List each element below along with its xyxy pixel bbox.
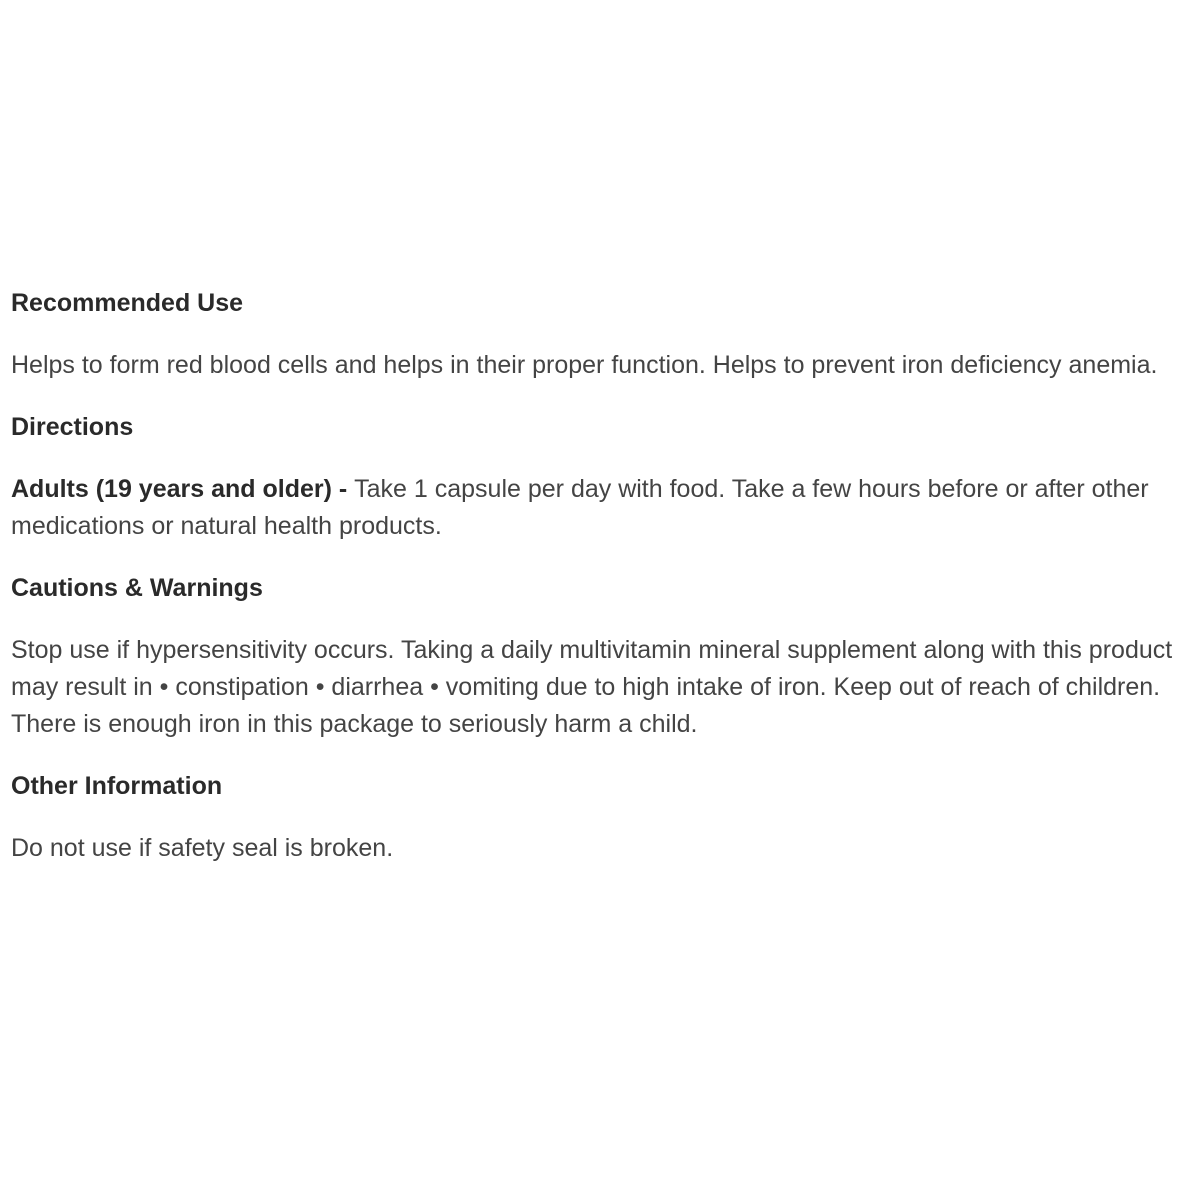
other-information-heading: Other Information — [11, 772, 223, 800]
recommended-use-text: Helps to form red blood cells and helps in their proper function. Helps to prevent iron deficiency anemia. — [11, 351, 1158, 379]
directions-heading: Directions — [11, 413, 134, 441]
other-information-text: Do not use if safety seal is broken. — [11, 834, 394, 862]
cautions-warnings-text: Stop use if hypersensitivity occurs. Taking a daily multivitamin mineral supplement along with this product may result in • constipation • diarrhea • vomiting due to high intake of iron. Keep out of reach of children. There is enough iron in this package to seriously harm a child. — [11, 636, 1173, 738]
directions-text — [11, 471, 1191, 545]
cautions-warnings-heading: Cautions & Warnings — [11, 574, 263, 602]
product-info-content — [11, 285, 1191, 892]
directions-audience-label: Adults (19 years and older) - — [11, 475, 355, 503]
recommended-use-heading: Recommended Use — [11, 289, 244, 317]
directions-instructions: Take 1 capsule per day with food. Take a few hours before or after other medications or natural health products. — [11, 475, 1149, 540]
